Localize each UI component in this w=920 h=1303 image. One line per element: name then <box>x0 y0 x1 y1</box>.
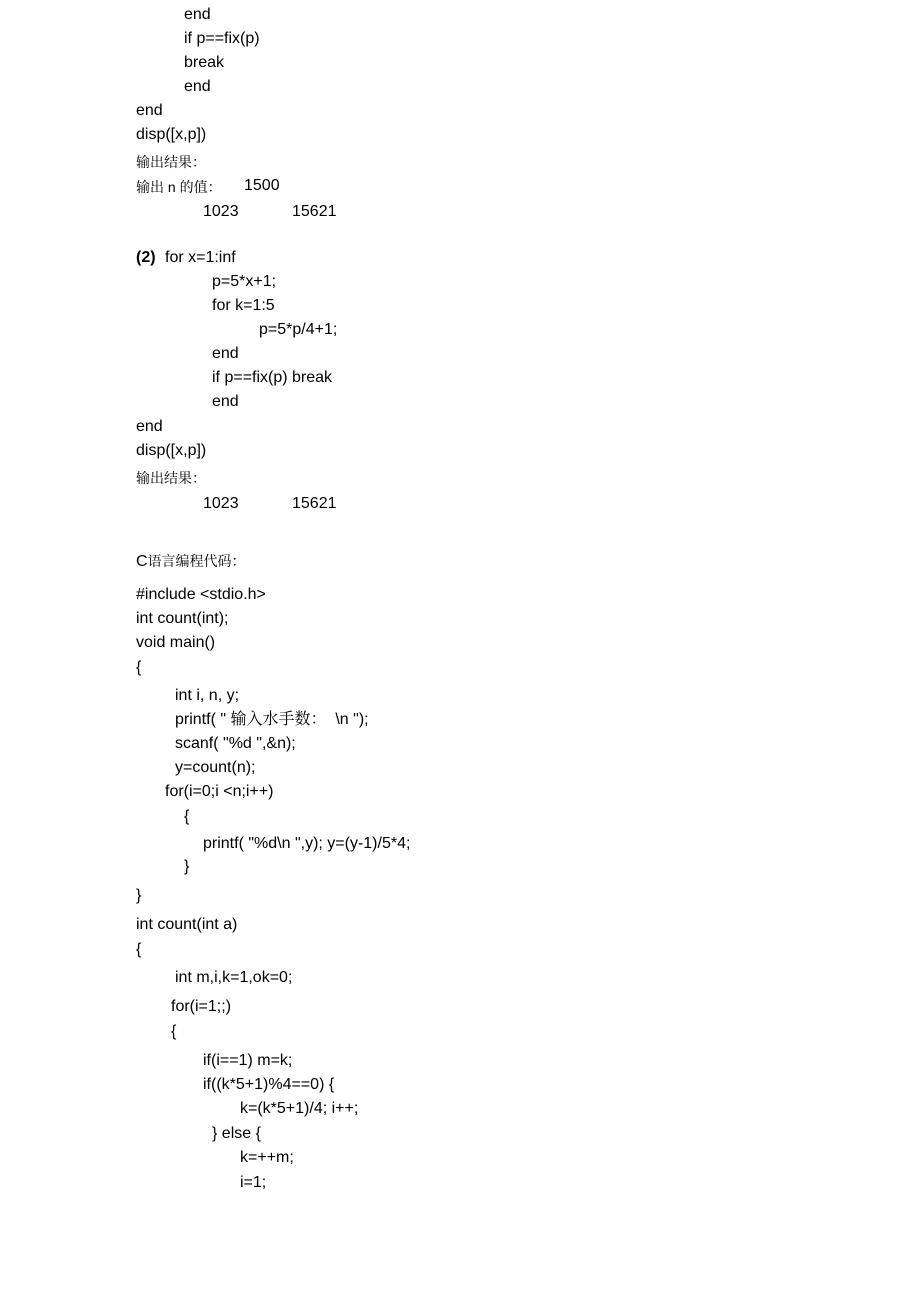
code-line: int i, n, y; <box>175 687 240 704</box>
code-line: } <box>136 887 142 904</box>
code-line: printf( " 输入水手数： \n "); <box>175 711 369 728</box>
code-line: for x=1:inf <box>165 249 236 266</box>
code-line: void main() <box>136 634 216 651</box>
code-line: end <box>136 418 163 435</box>
code-line: if p==fix(p) <box>184 30 260 47</box>
code-line: end <box>184 6 211 23</box>
output-p-value: 15621 <box>292 495 337 512</box>
code-line: for k=1:5 <box>212 297 275 314</box>
code-line: p=5*p/4+1; <box>259 321 338 338</box>
code-line: if((k*5+1)%4==0) { <box>203 1076 335 1093</box>
output-label: 输出结果： <box>136 154 206 170</box>
code-line: i=1; <box>240 1174 267 1191</box>
section-heading <box>136 551 246 572</box>
n-value: 1500 <box>244 177 280 194</box>
heading-text: 语言编程代码： <box>147 553 246 569</box>
code-line: if(i==1) m=k; <box>203 1052 293 1069</box>
code-line: { <box>184 808 190 825</box>
code-line: for(i=1;;) <box>171 998 232 1015</box>
output-label: 输出结果： <box>136 470 206 486</box>
code-line: end <box>184 78 211 95</box>
code-line: break <box>184 54 225 71</box>
code-line: end <box>212 345 239 362</box>
code-line: if p==fix(p) break <box>212 369 333 386</box>
section-marker: (2) <box>136 249 156 266</box>
code-line: disp([x,p]) <box>136 126 207 143</box>
code-line: { <box>136 941 142 958</box>
output-x-value: 1023 <box>203 495 239 512</box>
output-x-value: 1023 <box>203 203 239 220</box>
code-line: k=(k*5+1)/4; i++; <box>240 1100 359 1117</box>
heading-prefix: C <box>136 553 148 570</box>
code-line: k=++m; <box>240 1149 294 1166</box>
code-line: int m,i,k=1,ok=0; <box>175 969 293 986</box>
code-line: int count(int a) <box>136 916 238 933</box>
code-line: for(i=0;i <n;i++) <box>165 783 274 800</box>
code-line: end <box>212 393 239 410</box>
code-line: p=5*x+1; <box>212 273 277 290</box>
n-value-label: 输出 n 的值： <box>136 179 222 195</box>
code-line: int count(int); <box>136 610 229 627</box>
code-line: scanf( "%d ",&n); <box>175 735 296 752</box>
output-p-value: 15621 <box>292 203 337 220</box>
code-line: { <box>171 1023 177 1040</box>
code-line: end <box>136 102 163 119</box>
code-line: } else { <box>212 1125 261 1142</box>
code-line: #include <stdio.h> <box>136 586 266 603</box>
code-line: printf( "%d\n ",y); y=(y-1)/5*4; <box>203 835 411 852</box>
code-line: y=count(n); <box>175 759 256 776</box>
code-line: { <box>136 659 142 676</box>
code-line: } <box>184 858 190 875</box>
code-line: disp([x,p]) <box>136 442 207 459</box>
